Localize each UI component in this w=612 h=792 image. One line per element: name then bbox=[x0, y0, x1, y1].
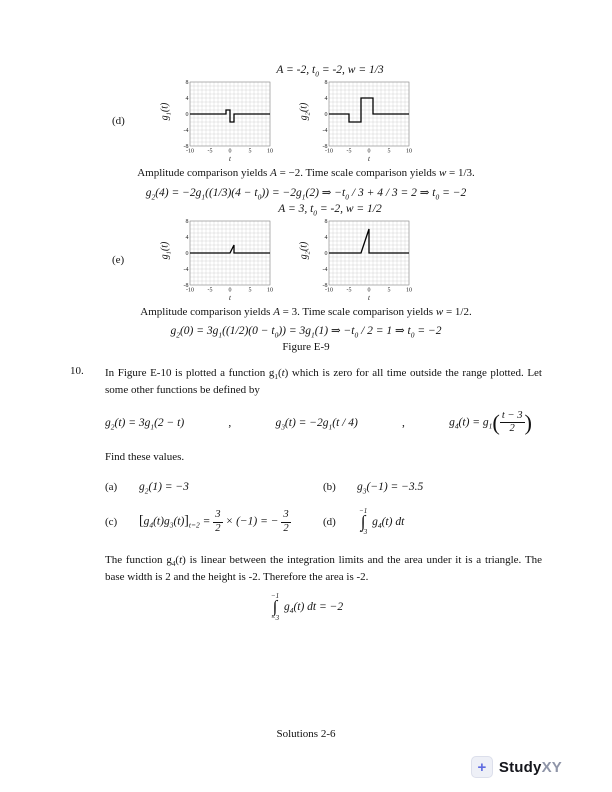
answers-row-1 bbox=[105, 480, 542, 496]
svg-text:10: 10 bbox=[267, 287, 273, 293]
answer-c-label: (c) bbox=[105, 516, 118, 529]
plot-e-g1-unit bbox=[159, 218, 281, 302]
studyxy-logo bbox=[471, 756, 562, 778]
svg-text:-4: -4 bbox=[322, 266, 328, 273]
svg-text:-5: -5 bbox=[346, 148, 352, 155]
answer-b bbox=[323, 480, 424, 496]
svg-text:-5: -5 bbox=[207, 148, 213, 155]
explanation-text: The function $g_4(t)$ is linear between the integration limits and the area under it is a triangle. The base width is 2 and the height is -2. Therefore the area is -2. bbox=[105, 554, 542, 583]
answer-c-expression: $[g_4(t)g_3(t)]_{t=2}$ = $\frac{3}{2}$ × (−1) = − $\frac{3}{2}$ bbox=[139, 509, 289, 534]
plot-d-g1 bbox=[176, 79, 281, 163]
svg-text:8: 8 bbox=[185, 218, 189, 225]
figure-e-plots bbox=[112, 218, 612, 302]
svg-text:4: 4 bbox=[324, 96, 328, 102]
svg-text:4: 4 bbox=[185, 234, 189, 241]
amplitude-comparison-d: Amplitude comparison yields A = −2. Time scale comparison yields w = 1/3. bbox=[137, 167, 475, 179]
definition-g3: $g_3(t) = -2g_1(t / 4)$ bbox=[275, 416, 358, 431]
svg-text:-8: -8 bbox=[183, 144, 189, 150]
svg-text:0: 0 bbox=[324, 112, 328, 118]
svg-text:-5: -5 bbox=[207, 287, 213, 293]
plot-e-g1 bbox=[176, 218, 281, 302]
answer-b-expression: $g_3(-1) = -3.5$ bbox=[357, 480, 424, 496]
answer-d-expression: −1 ∫ −3 $g_4(t)$ dt bbox=[359, 506, 405, 537]
answer-b-label: (b) bbox=[323, 480, 336, 493]
final-integral-result: −1 ∫ −3 $g_4(t)$ dt = −2 bbox=[270, 592, 344, 622]
plot-e-g2-unit bbox=[298, 218, 420, 302]
plot-d-g2 bbox=[315, 79, 420, 163]
plus-icon: + bbox=[471, 756, 493, 778]
function-definitions bbox=[105, 410, 532, 435]
svg-text:4: 4 bbox=[324, 234, 328, 241]
svg-text:t: t bbox=[229, 155, 231, 163]
part-label-d: (d) bbox=[112, 115, 125, 127]
answers-row-2 bbox=[105, 508, 542, 536]
svg-text:10: 10 bbox=[406, 148, 412, 155]
svg-text:0: 0 bbox=[228, 287, 232, 293]
svg-text:5: 5 bbox=[387, 287, 391, 293]
definition-separator: , bbox=[228, 416, 232, 429]
plot-d-g1-unit bbox=[159, 79, 281, 163]
plot-d-g2-unit bbox=[298, 79, 420, 163]
problem-body bbox=[105, 365, 542, 585]
svg-text:-5: -5 bbox=[346, 287, 352, 293]
answer-a-expression: $g_2(1) = -3$ bbox=[139, 480, 189, 496]
svg-text:0: 0 bbox=[367, 148, 371, 155]
svg-text:8: 8 bbox=[324, 80, 328, 86]
svg-text:-8: -8 bbox=[322, 282, 328, 289]
svg-text:-8: -8 bbox=[322, 144, 328, 150]
equation-d: $g_2(4) = -2g_1((1/3)(4 - t_0)) = -2g_1(2)$ ⇒ $-t_0 / 3 + 4 / 3 = 2$ ⇒ $t_0 = -2$ bbox=[145, 186, 467, 201]
y-axis-label-g2: $g_2(t)$ bbox=[298, 241, 312, 259]
svg-text:5: 5 bbox=[248, 287, 252, 293]
brand-name-xy: XY bbox=[541, 758, 562, 776]
svg-text:-4: -4 bbox=[322, 128, 328, 134]
answer-a-label: (a) bbox=[105, 480, 118, 493]
figure-caption: Figure E-9 bbox=[282, 341, 330, 353]
svg-text:0: 0 bbox=[185, 250, 189, 257]
svg-text:0: 0 bbox=[367, 287, 371, 293]
y-axis-label-g1: $g_1(t)$ bbox=[159, 102, 173, 121]
definition-g2: $g_2(t) = 3g_1(2 - t)$ bbox=[105, 416, 185, 431]
plot-e-g2 bbox=[315, 218, 420, 302]
brand-name bbox=[499, 759, 562, 776]
answer-d bbox=[323, 508, 404, 536]
definition-g4: $g_4(t) = g_1$( $\frac{t - 3}{2}$ ) bbox=[449, 410, 532, 436]
svg-text:10: 10 bbox=[406, 287, 412, 293]
find-values-text: Find these values. bbox=[105, 451, 185, 464]
svg-text:4: 4 bbox=[185, 96, 189, 102]
amplitude-comparison-e: Amplitude comparison yields A = 3. Time scale comparison yields w = 1/2. bbox=[140, 305, 472, 318]
svg-text:0: 0 bbox=[324, 250, 328, 257]
y-axis-label-g1: $g_1(t)$ bbox=[159, 241, 173, 259]
svg-text:-10: -10 bbox=[186, 287, 194, 293]
svg-text:-8: -8 bbox=[183, 282, 189, 289]
svg-text:8: 8 bbox=[185, 80, 189, 86]
svg-text:-4: -4 bbox=[183, 128, 189, 134]
svg-text:-10: -10 bbox=[186, 148, 194, 155]
svg-text:8: 8 bbox=[324, 218, 328, 225]
definition-separator: , bbox=[402, 416, 405, 429]
svg-text:-4: -4 bbox=[183, 266, 189, 273]
problem-10 bbox=[0, 365, 612, 585]
problem-statement: In Figure E-10 is plotted a function $g_1(t)$ which is zero for all time outside the range plotted. Let some other functions be defined by bbox=[105, 367, 542, 396]
part-label-e: (e) bbox=[112, 253, 125, 266]
brand-name-study: Study bbox=[498, 758, 542, 776]
answer-c bbox=[105, 509, 323, 534]
svg-text:5: 5 bbox=[248, 148, 252, 155]
answer-a bbox=[105, 480, 323, 496]
equation-e: $g_2(0) = 3g_1((1/2)(0 - t_0)) = 3g_1(1)$ ⇒ $-t_0 / 2 = 1$ ⇒ $t_0 = -2$ bbox=[170, 325, 442, 340]
answer-d-label: (d) bbox=[323, 516, 336, 529]
svg-text:5: 5 bbox=[387, 148, 391, 155]
svg-text:-10: -10 bbox=[325, 148, 333, 155]
parameters-e: A = 3, $t_0 = -2$, w = 1/2 bbox=[278, 202, 382, 217]
figure-d-plots bbox=[112, 79, 612, 163]
svg-text:-10: -10 bbox=[325, 287, 333, 293]
svg-text:t: t bbox=[368, 155, 370, 163]
parameters-d: A = -2, $t_0 = -2$, w = 1/3 bbox=[276, 64, 384, 79]
svg-text:10: 10 bbox=[267, 148, 273, 155]
page-footer: Solutions 2-6 bbox=[276, 728, 336, 740]
svg-text:0: 0 bbox=[185, 112, 189, 118]
problem-number: 10. bbox=[70, 365, 84, 377]
y-axis-label-g2: $g_2(t)$ bbox=[298, 102, 312, 121]
svg-text:t: t bbox=[229, 293, 231, 302]
svg-text:0: 0 bbox=[228, 148, 232, 155]
svg-text:t: t bbox=[368, 293, 370, 302]
